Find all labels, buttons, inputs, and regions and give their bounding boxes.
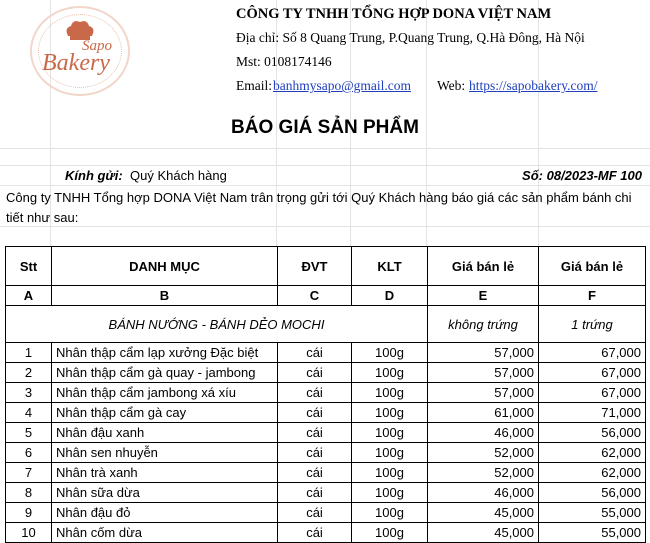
- company-logo: [30, 6, 130, 96]
- row-weight: 100g: [352, 523, 428, 543]
- table-row: [6, 443, 646, 463]
- row-price-f: 67,000: [539, 383, 646, 403]
- row-stt: 9: [6, 503, 52, 523]
- row-product-name: Nhân trà xanh: [52, 463, 278, 483]
- row-product-name: Nhân thập cẩm gà quay - jambong: [52, 363, 278, 383]
- letter-d: D: [352, 286, 428, 306]
- row-unit: cái: [278, 423, 352, 443]
- section-name: BÁNH NƯỚNG - BÁNH DẺO MOCHI: [6, 306, 428, 343]
- row-price-e: 61,000: [428, 403, 539, 423]
- company-address: Địa chỉ: Số 8 Quang Trung, P.Quang Trung, Q.Hà Đông, Hà Nội: [236, 30, 585, 45]
- row-product-name: Nhân thập cẩm gà cay: [52, 403, 278, 423]
- letter-b: B: [52, 286, 278, 306]
- row-unit: cái: [278, 343, 352, 363]
- row-unit: cái: [278, 523, 352, 543]
- row-price-e: 45,000: [428, 523, 539, 543]
- header-unit: ĐVT: [278, 247, 352, 286]
- section-row: [6, 306, 646, 343]
- section-col-e: không trứng: [428, 306, 539, 343]
- row-weight: 100g: [352, 383, 428, 403]
- header-category: DANH MỤC: [52, 247, 278, 286]
- row-price-e: 45,000: [428, 503, 539, 523]
- row-stt: 5: [6, 423, 52, 443]
- row-price-f: 62,000: [539, 443, 646, 463]
- row-price-f: 56,000: [539, 483, 646, 503]
- row-stt: 3: [6, 383, 52, 403]
- greeting-value: Quý Khách hàng: [130, 168, 227, 183]
- table-row: [6, 463, 646, 483]
- row-stt: 6: [6, 443, 52, 463]
- row-stt: 1: [6, 343, 52, 363]
- row-weight: 100g: [352, 343, 428, 363]
- row-weight: 100g: [352, 463, 428, 483]
- row-price-f: 55,000: [539, 503, 646, 523]
- row-weight: 100g: [352, 503, 428, 523]
- web-link[interactable]: https://sapobakery.com/: [469, 78, 598, 93]
- row-price-e: 57,000: [428, 363, 539, 383]
- row-weight: 100g: [352, 423, 428, 443]
- table-row: [6, 363, 646, 383]
- web-label: Web:: [437, 78, 466, 93]
- row-unit: cái: [278, 503, 352, 523]
- row-price-f: 55,000: [539, 523, 646, 543]
- row-unit: cái: [278, 443, 352, 463]
- row-price-f: 56,000: [539, 423, 646, 443]
- document-number: Số: 08/2023-MF 100: [522, 168, 642, 183]
- row-stt: 10: [6, 523, 52, 543]
- logo-text-bakery: Bakery: [42, 50, 110, 76]
- row-product-name: Nhân thập cẩm jambong xá xíu: [52, 383, 278, 403]
- email-label: Email:: [236, 78, 272, 93]
- row-unit: cái: [278, 403, 352, 423]
- row-weight: 100g: [352, 483, 428, 503]
- letter-f: F: [539, 286, 646, 306]
- company-tax-code: Mst: 0108174146: [236, 54, 332, 69]
- section-col-f: 1 trứng: [539, 306, 646, 343]
- gridline: [0, 148, 650, 149]
- greeting-label: Kính gửi:: [65, 168, 123, 183]
- gridline: [0, 185, 650, 186]
- row-unit: cái: [278, 383, 352, 403]
- email-link[interactable]: banhmysapo@gmail.com: [273, 78, 412, 93]
- header-weight: KLT: [352, 247, 428, 286]
- row-unit: cái: [278, 483, 352, 503]
- table-row: [6, 503, 646, 523]
- table-row: [6, 483, 646, 503]
- row-weight: 100g: [352, 403, 428, 423]
- row-stt: 4: [6, 403, 52, 423]
- table-header-row: [6, 247, 646, 286]
- row-product-name: Nhân cốm dừa: [52, 523, 278, 543]
- header-price-f: Giá bán lẻ: [539, 247, 646, 286]
- row-product-name: Nhân sen nhuyễn: [52, 443, 278, 463]
- row-stt: 7: [6, 463, 52, 483]
- row-stt: 2: [6, 363, 52, 383]
- table-row: [6, 343, 646, 363]
- column-letter-row: [6, 286, 646, 306]
- header-price-e: Giá bán lẻ: [428, 247, 539, 286]
- row-unit: cái: [278, 463, 352, 483]
- letter-a: A: [6, 286, 52, 306]
- table-row: [6, 403, 646, 423]
- row-price-e: 52,000: [428, 463, 539, 483]
- row-weight: 100g: [352, 363, 428, 383]
- row-price-f: 71,000: [539, 403, 646, 423]
- row-price-e: 46,000: [428, 423, 539, 443]
- gridline: [0, 165, 650, 166]
- row-price-f: 62,000: [539, 463, 646, 483]
- letter-c: C: [278, 286, 352, 306]
- letter-e: E: [428, 286, 539, 306]
- intro-paragraph: Công ty TNHH Tổng hợp DONA Việt Nam trân trọng gửi tới Quý Khách hàng báo giá các sản phẩm bánh chi tiết như sau:: [6, 190, 632, 225]
- row-price-e: 52,000: [428, 443, 539, 463]
- table-row: [6, 423, 646, 443]
- row-price-e: 57,000: [428, 383, 539, 403]
- table-row: [6, 383, 646, 403]
- row-price-f: 67,000: [539, 363, 646, 383]
- row-stt: 8: [6, 483, 52, 503]
- logo-text-sapo: Sapo: [82, 38, 112, 54]
- header-stt: Stt: [6, 247, 52, 286]
- document-title: BÁO GIÁ SẢN PHẨM: [231, 117, 419, 138]
- price-table: [5, 246, 646, 543]
- row-product-name: Nhân đậu đỏ: [52, 503, 278, 523]
- row-price-e: 46,000: [428, 483, 539, 503]
- row-price-f: 67,000: [539, 343, 646, 363]
- row-unit: cái: [278, 363, 352, 383]
- company-name: CÔNG TY TNHH TỔNG HỢP DONA VIỆT NAM: [236, 6, 552, 22]
- row-product-name: Nhân thập cẩm lạp xưởng Đặc biệt: [52, 343, 278, 363]
- row-weight: 100g: [352, 443, 428, 463]
- row-price-e: 57,000: [428, 343, 539, 363]
- row-product-name: Nhân đậu xanh: [52, 423, 278, 443]
- row-product-name: Nhân sữa dừa: [52, 483, 278, 503]
